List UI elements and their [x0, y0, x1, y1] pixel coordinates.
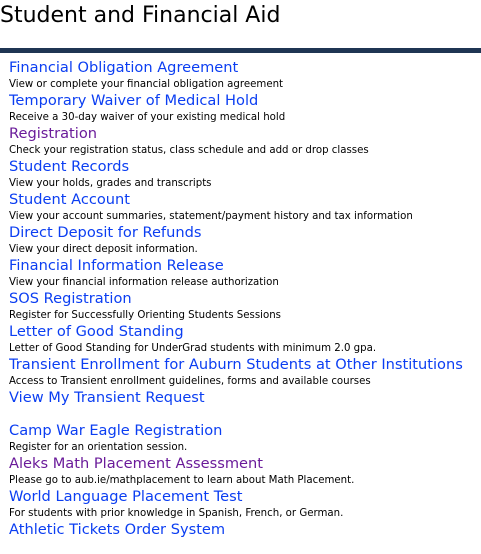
- header-divider: [0, 48, 481, 53]
- link-direct-deposit-refunds[interactable]: Direct Deposit for Refunds: [9, 224, 202, 241]
- list-item: [9, 158, 481, 191]
- list-item: [9, 224, 481, 257]
- link-description: Check your registration status, class schedule and add or drop classes: [9, 145, 369, 156]
- link-description: Access to Transient enrollment guidelines, forms and available courses: [9, 376, 371, 387]
- list-item: [9, 323, 481, 356]
- link-student-account[interactable]: Student Account: [9, 191, 131, 208]
- student-menu-list: [9, 59, 481, 554]
- list-item: [9, 521, 481, 554]
- list-item: [9, 257, 481, 290]
- list-item: [9, 59, 481, 92]
- list-item: [9, 422, 481, 455]
- list-item: [9, 92, 481, 125]
- link-camp-war-eagle-registration[interactable]: Camp War Eagle Registration: [9, 422, 223, 439]
- link-financial-information-release[interactable]: Financial Information Release: [9, 257, 224, 274]
- link-description: Register for Successfully Orienting Students Sessions: [9, 310, 281, 321]
- link-description: View your account summaries, statement/payment history and tax information: [9, 211, 413, 222]
- link-description: Register for an orientation session.: [9, 442, 188, 453]
- link-financial-obligation-agreement[interactable]: Financial Obligation Agreement: [9, 59, 239, 76]
- link-description: View your holds, grades and transcripts: [9, 178, 212, 189]
- list-item: [9, 125, 481, 158]
- list-item: [9, 455, 481, 488]
- link-description: View your direct deposit information.: [9, 244, 198, 255]
- link-temporary-waiver-medical-hold[interactable]: Temporary Waiver of Medical Hold: [9, 92, 259, 109]
- page-title: Student and Financial Aid: [0, 3, 281, 28]
- list-item: [9, 356, 481, 389]
- link-view-my-transient-request[interactable]: View My Transient Request: [9, 389, 205, 406]
- link-description: View your financial information release authorization: [9, 277, 279, 288]
- link-athletic-tickets-order-system[interactable]: Athletic Tickets Order System: [9, 521, 226, 538]
- link-description: Receive a 30-day waiver of your existing medical hold: [9, 112, 286, 123]
- list-item: [9, 290, 481, 323]
- link-sos-registration[interactable]: SOS Registration: [9, 290, 132, 307]
- list-item: [9, 389, 481, 422]
- list-item: [9, 191, 481, 224]
- link-description: View or complete your financial obligation agreement: [9, 79, 284, 90]
- link-world-language-placement-test[interactable]: World Language Placement Test: [9, 488, 243, 505]
- link-aleks-math-placement[interactable]: Aleks Math Placement Assessment: [9, 455, 264, 472]
- link-student-records[interactable]: Student Records: [9, 158, 130, 175]
- link-description: For students with prior knowledge in Spanish, French, or German.: [9, 508, 344, 519]
- link-description: Please go to aub.ie/mathplacement to learn about Math Placement.: [9, 475, 355, 486]
- link-description: Letter of Good Standing for UnderGrad students with minimum 2.0 gpa.: [9, 343, 377, 354]
- link-transient-enrollment[interactable]: Transient Enrollment for Auburn Students at Other Institutions: [9, 356, 463, 373]
- link-letter-of-good-standing[interactable]: Letter of Good Standing: [9, 323, 184, 340]
- link-registration[interactable]: Registration: [9, 125, 98, 142]
- list-item: [9, 488, 481, 521]
